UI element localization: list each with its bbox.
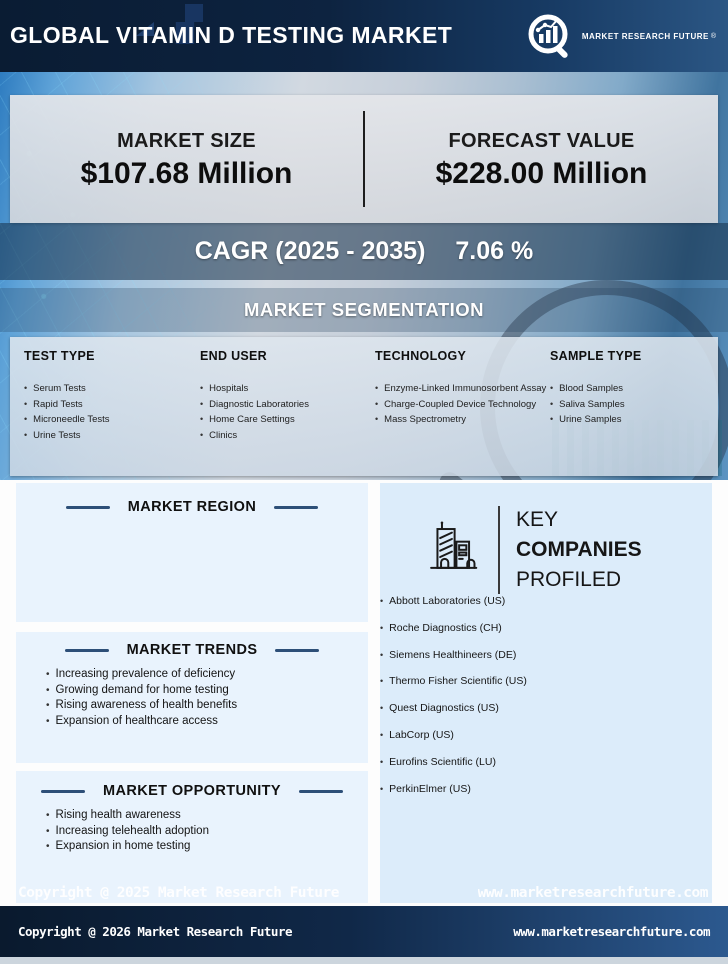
footer-copyright: Copyright @ 2026 Market Research Future [18,924,292,939]
list-item [380,675,712,702]
market-size-value: $107.68 Million [80,156,293,190]
bullet-icon: • [200,383,204,393]
list-item-label: Urine Samples [559,414,622,426]
market-region-panel [16,483,368,622]
market-stats-panel [10,95,718,223]
bottom-edge-strip [0,957,728,964]
list-item [380,622,712,649]
bullet-icon: • [200,430,204,441]
page-title: GLOBAL VITAMIN D TESTING MARKET [10,22,453,48]
list-item-label: Increasing telehealth adoption [55,824,209,837]
list-item [380,756,712,783]
cagr-label: CAGR (2025 - 2035) [194,237,426,265]
list-item [380,729,712,756]
list-item [46,667,368,683]
dash-decoration [66,506,110,509]
companies-title-line2: COMPANIES [516,538,642,561]
dash-decoration [274,506,318,509]
bullet-icon: • [375,398,379,409]
list-item [46,839,368,855]
list-item-label: Expansion in home testing [55,840,191,853]
segment-list [550,381,718,428]
list-item [375,397,550,413]
building-icon [422,520,480,581]
magnifier-chart-logo-icon [524,10,576,62]
footer-website-link[interactable]: www.marketresearchfuture.com [513,924,710,939]
list-item-label: Serum Tests [33,383,86,394]
brand-logo [524,10,716,62]
section-heading [16,632,368,658]
list-item [24,397,200,413]
watermark-copyright: Copyright @ 2025 Market Research Future [18,885,339,901]
column-heading: SAMPLE TYPE [550,349,642,363]
dash-decoration [299,790,343,793]
column-heading: END USER [200,349,267,363]
bullet-icon: • [380,783,384,794]
forecast-value-block [365,95,718,223]
key-companies-panel [380,483,712,903]
list-item [380,649,712,676]
list-item [375,412,550,428]
list-item [200,381,375,397]
bullet-icon: • [200,414,204,425]
segmentation-column-sample-type [550,349,718,476]
opportunity-list [16,808,368,855]
list-item [46,698,368,714]
header-bar [0,0,728,72]
companies-title-line1: KEY [516,508,559,531]
list-item [550,412,718,428]
list-item-label: Home Care Settings [209,414,295,426]
segmentation-column-end-user [200,349,375,476]
list-item-label: LabCorp (US) [389,728,454,741]
list-item-label: Diagnostic Laboratories [209,398,309,410]
list-item-label: Blood Samples [559,383,624,394]
list-item-label: Siemens Healthineers (DE) [389,648,517,661]
hero-section [0,72,728,480]
list-item [380,595,712,622]
footer-bar [0,906,728,957]
segment-list [375,381,550,428]
bullet-icon: • [380,596,384,606]
bullet-icon: • [46,841,50,853]
bullet-icon: • [375,383,379,393]
column-heading: TEST TYPE [24,349,95,363]
bullet-icon: • [46,825,50,837]
segment-list [24,381,200,444]
list-item [550,381,718,397]
list-item-label: Urine Tests [33,430,81,442]
watermark-website: www.marketresearchfuture.com [477,885,708,901]
list-item-label: Hospitals [209,383,249,394]
list-item [200,428,375,444]
market-trends-panel [16,632,368,763]
list-item [200,397,375,413]
list-item [46,683,368,699]
segment-list [200,381,375,444]
bullet-icon: • [24,383,28,393]
market-size-label: MARKET SIZE [117,129,256,152]
dash-decoration [275,649,319,652]
bullet-icon: • [380,649,384,660]
list-item-label: Saliva Samples [559,398,625,410]
section-heading [16,771,368,799]
column-heading: TECHNOLOGY [375,349,467,363]
list-item [24,381,200,397]
list-item-label: Clinics [209,430,238,442]
trends-list [16,667,368,729]
list-item-label: Expansion of healthcare access [55,714,218,727]
list-item-label: Microneedle Tests [33,414,110,426]
list-item-label: Eurofins Scientific (LU) [389,755,496,768]
list-item-label: Quest Diagnostics (US) [389,702,499,715]
companies-list [380,595,712,809]
list-item [375,381,550,397]
segmentation-title: MARKET SEGMENTATION [243,299,485,320]
section-heading [16,483,368,515]
bullet-icon: • [46,715,50,727]
list-item [550,397,718,413]
segmentation-title-band [0,288,728,332]
cagr-band [0,223,728,280]
forecast-value: $228.00 Million [435,156,648,190]
list-item-label: Roche Diagnostics (CH) [389,621,502,634]
list-item [380,702,712,729]
bullet-icon: • [550,414,554,425]
list-item-label: Abbott Laboratories (US) [389,595,506,607]
bullet-icon: • [375,414,379,425]
dash-decoration [41,790,85,793]
brand-name: MARKET RESEARCH FUTURE [581,31,709,41]
list-item [46,824,368,840]
segmentation-column-test-type [24,349,200,476]
bullet-icon: • [380,703,384,714]
list-item-label: Growing demand for home testing [55,683,229,696]
market-size-block [10,95,363,223]
market-opportunity-panel [16,771,368,903]
list-item [24,428,200,444]
bullet-icon: • [24,398,28,409]
segmentation-panel [10,337,718,476]
cagr-value: 7.06 % [455,237,534,265]
registered-trademark: ® [710,32,716,40]
market-trends-title: MARKET TRENDS [126,642,258,658]
market-opportunity-title: MARKET OPPORTUNITY [103,783,281,799]
list-item-label: Increasing prevalence of deficiency [55,668,236,680]
bullet-icon: • [550,383,554,393]
list-item [24,412,200,428]
list-item-label: Thermo Fisher Scientific (US) [389,675,527,688]
bullet-icon: • [200,398,204,409]
list-item [46,808,368,824]
list-item [380,783,712,810]
list-item-label: Rising health awareness [55,809,181,821]
bullet-icon: • [380,729,384,740]
dash-decoration [65,649,109,652]
list-item-label: Rapid Tests [33,398,83,410]
list-item [46,714,368,730]
bullet-icon: • [550,398,554,409]
vertical-divider [498,506,500,594]
companies-title-line3: PROFILED [516,568,622,591]
bullet-icon: • [380,676,384,687]
bullet-icon: • [46,700,50,712]
market-region-title: MARKET REGION [127,499,257,515]
list-item-label: Rising awareness of health benefits [55,699,238,712]
list-item-label: PerkinElmer (US) [389,782,471,795]
list-item-label: Enzyme-Linked Immunosorbent Assay [384,383,547,394]
companies-title [516,505,642,595]
list-item-label: Mass Spectrometry [384,414,466,426]
bullet-icon: • [46,810,50,821]
bullet-icon: • [24,414,28,425]
forecast-value-label: FORECAST VALUE [448,129,635,152]
bullet-icon: • [380,622,384,633]
segmentation-column-technology [375,349,550,476]
bullet-icon: • [24,430,28,441]
bullet-icon: • [46,669,50,680]
companies-header [380,483,712,595]
bullet-icon: • [380,756,384,767]
list-item [200,412,375,428]
list-item-label: Charge-Coupled Device Technology [384,398,537,410]
bullet-icon: • [46,684,50,696]
